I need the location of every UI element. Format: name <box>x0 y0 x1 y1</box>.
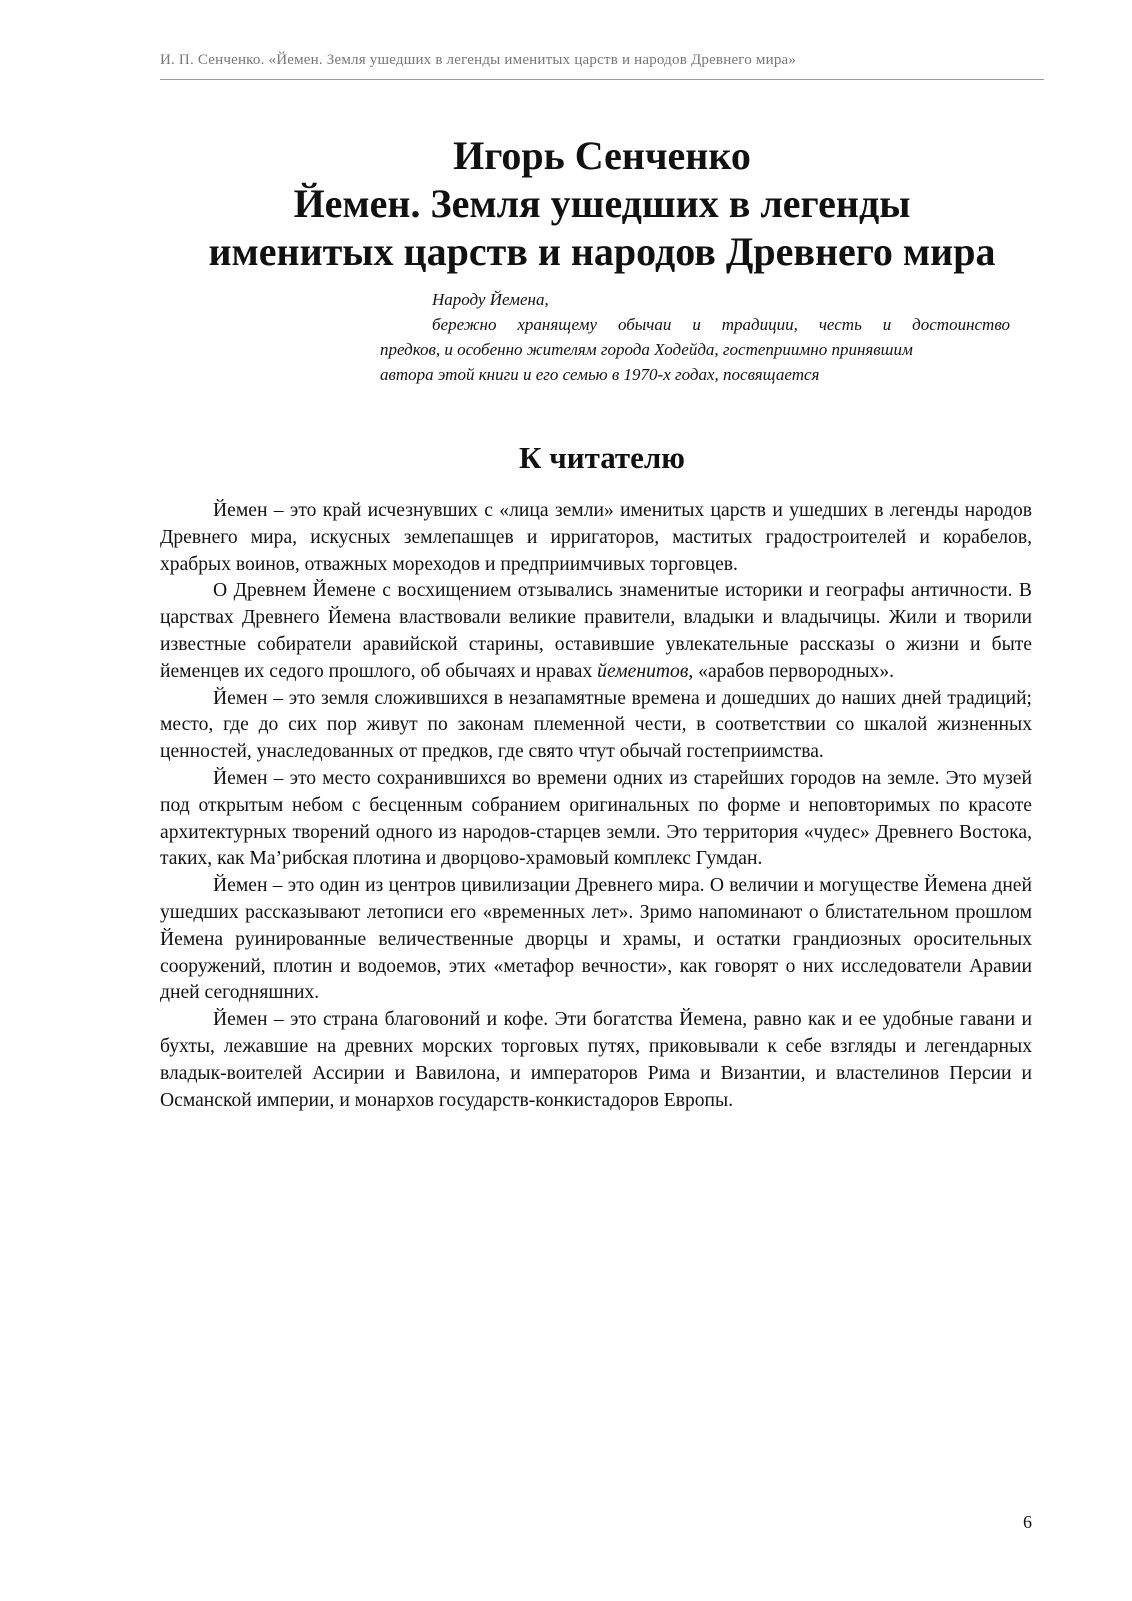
paragraph-3: Йемен – это земля сложившихся в незапамятные времена и дошедших до наших дней традиций; место, где до сих пор живут по законам племенной чести, в соответствии со шкалой жизненных ценностей, унаследованных от предков, где свято чтут обычай гостеприимства. <box>160 687 1032 763</box>
running-header: И. П. Сенченко. «Йемен. Земля ушедших в легенды именитых царств и народов Древнего мира» <box>160 52 797 68</box>
italic-term: йеменитов <box>597 660 689 682</box>
dedication <box>380 287 1010 387</box>
paragraph-1: Йемен – это край исчезнувших с «лица земли» именитых царств и ушедших в легенды народов Древнего мира, искусных землепашцев и ирригаторов, маститых градостроителей и корабелов, храбрых воинов, отважных мореходов и предприимчивых торговцев. <box>160 500 1032 575</box>
paragraph-6: Йемен – это страна благовоний и кофе. Эти богатства Йемена, равно как и ее удобные гавани и бухты, лежавшие на древних морских торговых путях, приковывали к себе взгляды и легендарных владык-воителей Ассирии и Вавилона, и императоров Рима и Византии, и властелинов Персии и Османской империи, и монархов государств-конкистадоров Европы. <box>160 1009 1032 1111</box>
paragraph-2-tail: , «арабов первородных». <box>688 660 895 682</box>
dedication-line-2: бережно хранящему обычаи и традиции, честь и достоинство <box>432 315 1010 334</box>
book-title-line-1: Йемен. Земля ушедших в легенды <box>293 181 911 226</box>
book-author: Игорь Сенченко <box>453 133 751 178</box>
page-number: 6 <box>1023 1512 1032 1532</box>
dedication-line-1: Народу Йемена, <box>432 290 549 309</box>
book-title <box>160 132 1044 276</box>
dedication-line-4: автора этой книги и его семью в 1970-х годах, посвящается <box>380 365 820 384</box>
paragraph-2 <box>160 578 1032 685</box>
body-text <box>160 498 1032 1114</box>
book-title-line-2: именитых царств и народов Древнего мира <box>208 229 996 274</box>
section-heading: К читателю <box>519 440 685 475</box>
paragraph-4: Йемен – это место сохранившихся во времени одних из старейших городов на земле. Это музей под открытым небом с бесценным собранием оригинальных по форме и неповторимых по красоте архитектурных творений одного из народов-старцев земли. Это территория «чудес» Древнего Востока, таких, как Ма’рибская плотина и дворцово-храмовый комплекс Гумдан. <box>160 767 1032 870</box>
paragraph-5: Йемен – это один из центров цивилизации Древнего мира. О величии и могуществе Йемена дней ушедших рассказывают летописи его «временных лет». Зримо напоминают о блистательном прошлом Йемена руинированные величественные дворцы и храмы, и остатки грандиозных оросительных сооружений, плотин и водоемов, этих «метафор вечности», как говорят о них исследователи Аравии дней сегодняшних. <box>160 875 1032 1004</box>
header-divider <box>160 79 1044 80</box>
paragraph-2-text: О Древнем Йемене с восхищением отзывались знаменитые историки и географы античности. В царствах Древнего Йемена властвовали великие правители, владыки и владычицы. Жили и творили известные собиратели аравийской старины, оставившие увлекательные рассказы о жизни и быте йеменцев их седого прошлого, об обычаях и нравах <box>160 580 1032 682</box>
dedication-line-3: предков, и особенно жителям города Ходейда, гостеприимно принявшим <box>380 340 913 359</box>
